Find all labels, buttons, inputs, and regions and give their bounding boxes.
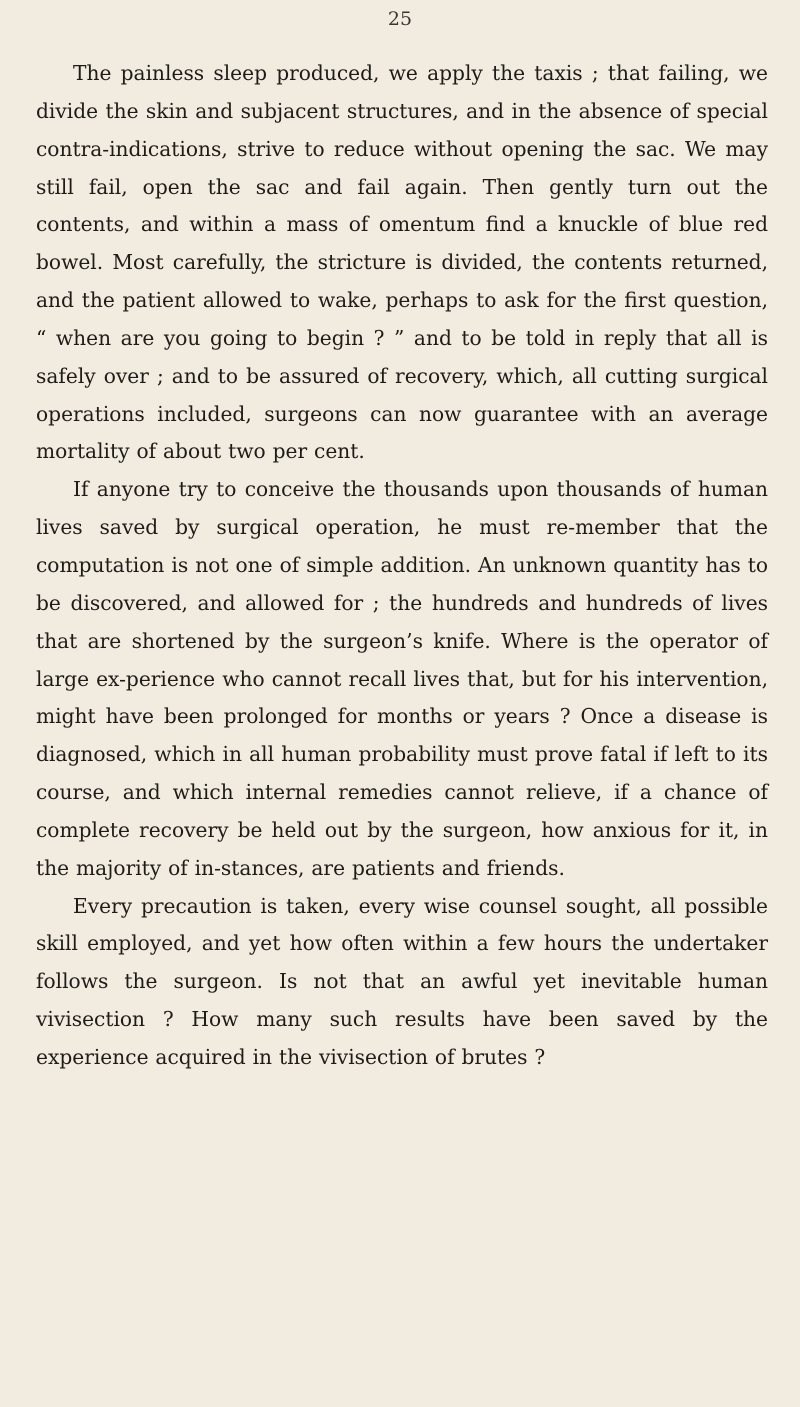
page-number: 25 xyxy=(387,8,413,30)
paragraph-1: The painless sleep produced, we apply the taxis ; that failing, we divide the skin and subjacent structures, and in the absence of special contra-indications, strive to reduce without opening the sac. We may still fail, open the sac and fail again. Then gently turn out the contents, and within a mass of omentum find a knuckle of blue red bowel. Most carefully, the stricture is divided, the contents returned, and the patient allowed to wake, perhaps to ask for the first question, “ when are you going to begin ? ” and to be told in reply that all is safely over ; and to be assured of recovery, which, all cutting surgical operations included, surgeons can now guarantee with an average mortality of about two per cent. xyxy=(36,61,768,464)
paragraph-2: If anyone try to conceive the thousands upon thousands of human lives saved by surgical operation, he must re-member that the computation is not one of simple addition. An unknown quantity has to be discovered, and allowed for ; the hundreds and hundreds of lives that are shortened by the surgeon’s knife. Where is the operator of large ex-perience who cannot recall lives that, but for his intervention, might have been prolonged for months or years ? Once a disease is diagnosed, which in all human probability must prove fatal if left to its course, and which internal remedies cannot relieve, if a chance of complete recovery be held out by the surgeon, how anxious for it, in the majority of in-stances, are patients and friends. xyxy=(36,477,768,880)
paragraph-3: Every precaution is taken, every wise counsel sought, all possible skill employed, and yet how often within a few hours the undertaker follows the surgeon. Is not that an awful yet inevitable human vivisection ? How many such results have been saved by the experience acquired in the vivisection of brutes ? xyxy=(36,893,768,1069)
body-text xyxy=(36,55,768,1077)
